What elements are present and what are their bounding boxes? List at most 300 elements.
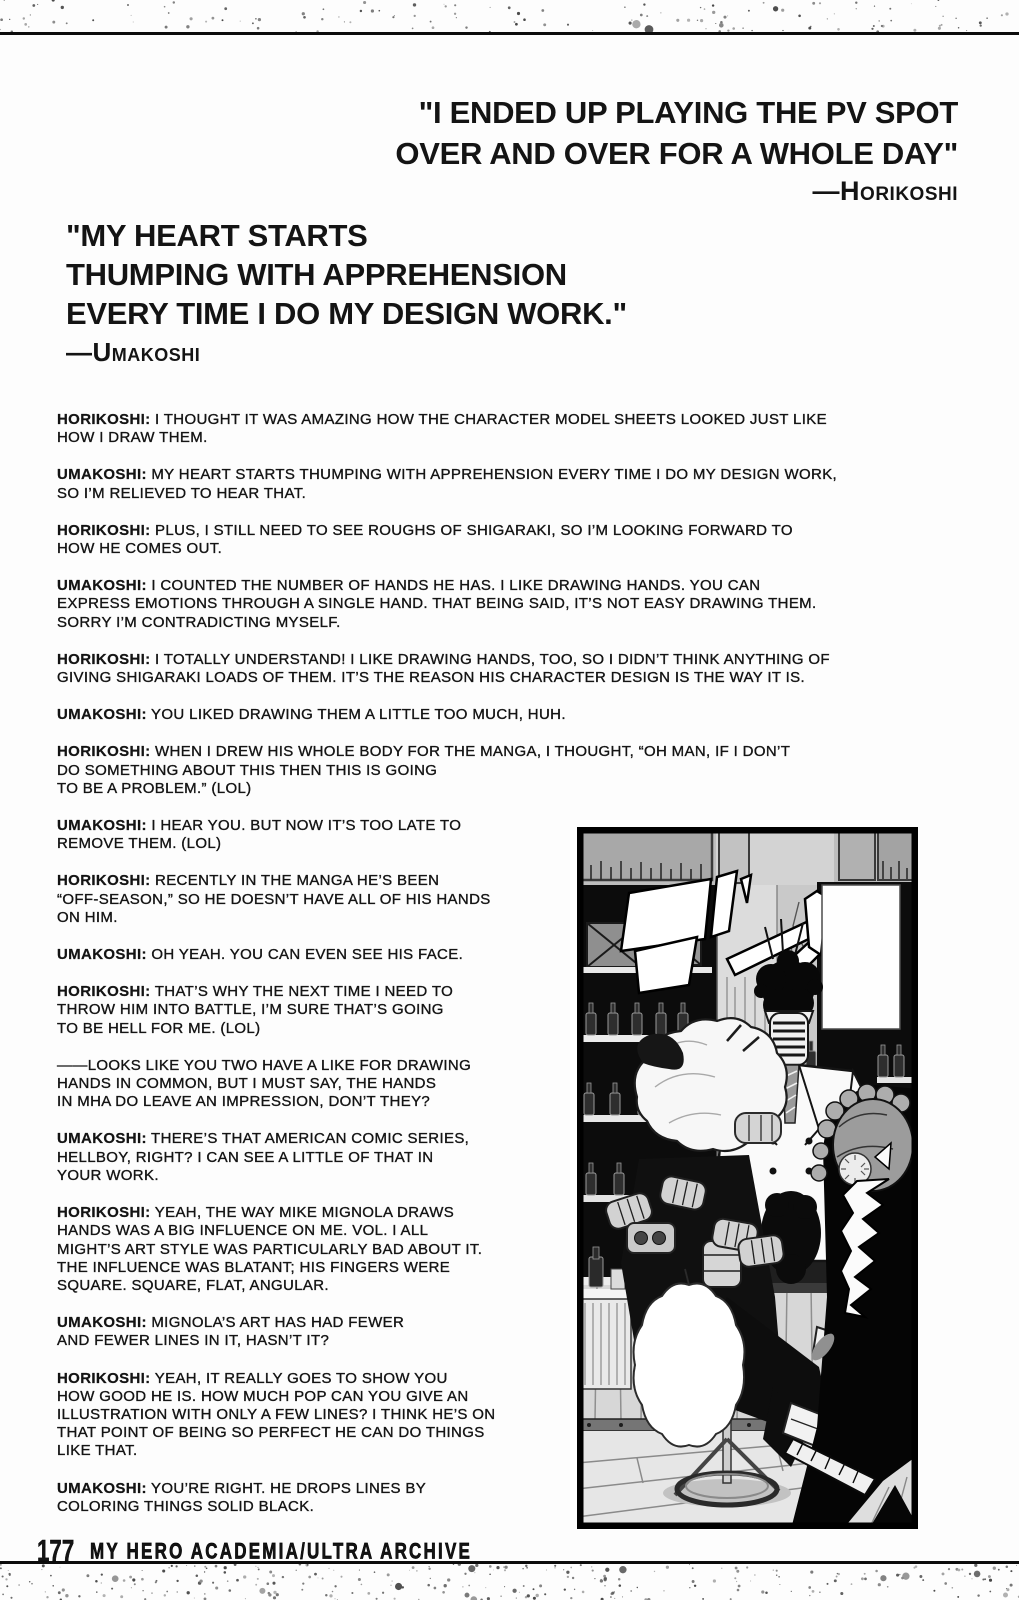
speckle-dot <box>610 1596 612 1598</box>
interview-line: YOUR WORK. <box>57 1166 159 1184</box>
speckle-dot <box>570 1597 572 1599</box>
speckle-dot <box>856 8 857 9</box>
speckle-dot <box>993 1567 996 1570</box>
speckle-dot <box>447 1578 450 1581</box>
speckle-dot <box>611 1592 614 1595</box>
speckle-dot <box>840 1592 843 1595</box>
speckle-dot <box>468 1585 470 1587</box>
speckle-dot <box>998 1569 1000 1571</box>
speckle-dot <box>861 1577 864 1580</box>
speckle-dot <box>456 17 457 18</box>
speaker-name: HORIKOSHI: <box>57 650 151 668</box>
interview-line: AND FEWER LINES IN IT, HASN’T IT? <box>57 1332 330 1350</box>
interview-paragraph <box>57 1057 569 1112</box>
pull-quote-line: EVERY TIME I DO MY DESIGN WORK." <box>66 296 627 331</box>
interview-paragraph <box>57 1130 569 1185</box>
speaker-name: HORIKOSHI: <box>57 983 151 1001</box>
speckle-dot <box>268 1593 271 1596</box>
speckle-dot <box>941 24 943 26</box>
speckle-dot <box>546 1569 547 1570</box>
speckle-dot <box>344 21 345 22</box>
interview-paragraph <box>57 577 941 632</box>
speckle-dot <box>600 1579 603 1582</box>
speckle-dot <box>660 12 661 13</box>
speckle-dot <box>224 1566 227 1569</box>
speckle-dot <box>619 1584 622 1587</box>
speckle-dot <box>712 11 715 14</box>
interview-line: ——LOOKS LIKE YOU TWO HAVE A LIKE FOR DRAWING <box>57 1056 472 1074</box>
speckle-dot <box>164 1594 166 1596</box>
speckle-dot <box>880 1575 886 1581</box>
speckle-dot <box>541 9 544 12</box>
speckle-dot <box>199 1579 202 1582</box>
speckle-dot <box>489 1565 492 1568</box>
speckle-dot <box>748 10 750 12</box>
speckle-dot <box>955 18 956 19</box>
speckle-dot <box>465 1593 470 1598</box>
speckle-dot <box>340 1576 342 1578</box>
speckle-dot <box>935 6 936 7</box>
speckle-dot <box>205 21 207 23</box>
speckle-dot <box>95 1580 98 1583</box>
pull-quote-line: "I ENDED UP PLAYING THE PV SPOT <box>418 95 958 130</box>
interview-line: HOW GOOD HE IS. HOW MUCH POP CAN YOU GIVE AN <box>57 1387 469 1405</box>
speckle-dot <box>360 10 362 12</box>
speckle-dot <box>129 1576 132 1579</box>
interview-line: TO BE HELL FOR ME. (LOL) <box>57 1019 261 1037</box>
speckle-dot <box>258 1567 259 1568</box>
interview-line: HORIKOSHI: YEAH, THE WAY MIKE MIGNOLA DRAWS <box>57 1204 455 1222</box>
speckle-dot <box>454 4 456 6</box>
speckle-dot <box>332 1591 334 1593</box>
speckle-dot <box>359 1570 360 1571</box>
speckle-dot <box>112 1575 119 1582</box>
speckle-dot <box>62 1588 65 1591</box>
speckle-dot <box>1010 1584 1013 1587</box>
speckle-dot <box>574 1589 575 1590</box>
speckle-dot <box>746 1566 748 1568</box>
speckle-dot <box>61 6 64 9</box>
speckle-dot <box>272 1574 275 1577</box>
speckle-dot <box>58 1591 61 1594</box>
speckle-dot <box>493 1569 494 1570</box>
speckle-dot <box>773 6 778 11</box>
speckle-dot <box>715 23 716 24</box>
speckle-dot <box>10 1597 12 1599</box>
speckle-dot <box>329 1568 330 1569</box>
speckle-dot <box>1016 1565 1017 1566</box>
speckle-dot <box>781 9 784 12</box>
speckle-dot <box>527 1594 530 1597</box>
interview-line: SQUARE. SQUARE, FLAT, ANGULAR. <box>57 1276 329 1294</box>
speaker-name: HORIKOSHI: <box>57 743 151 761</box>
speckle-dot <box>504 1586 505 1587</box>
speckle-dot <box>719 23 724 28</box>
interview-line: IN MHA DO LEAVE AN IMPRESSION, DON’T THEY? <box>57 1093 431 1111</box>
speckle-dot <box>1005 12 1008 15</box>
speckle-dot <box>592 1570 594 1572</box>
speckle-dot <box>5 1578 7 1580</box>
speckle-dot <box>523 18 526 21</box>
pull-quote-attribution: —Horikoshi <box>812 176 958 206</box>
speckle-dot <box>952 1587 954 1589</box>
speckle-dot <box>922 1579 924 1581</box>
speckle-dot <box>168 12 170 14</box>
speckle-dot <box>212 1582 214 1584</box>
speckle-dot <box>503 1566 504 1567</box>
speckle-dot <box>834 13 835 14</box>
speckle-dot <box>402 1586 404 1588</box>
speckle-dot <box>570 1567 572 1569</box>
speckle-dot <box>948 1568 950 1570</box>
speckle-dot <box>819 2 821 4</box>
speckle-dot <box>645 25 654 32</box>
interview-line: THE INFLUENCE WAS BLATANT; HIS FINGERS WERE <box>57 1258 451 1276</box>
speckle-dot <box>887 1586 889 1588</box>
speckle-dot <box>554 1565 556 1567</box>
pull-quote-horikoshi <box>395 92 958 206</box>
speckle-dot <box>778 1576 780 1578</box>
speckle-dot <box>489 1573 491 1575</box>
speckle-dot <box>700 7 701 8</box>
speckle-dot <box>889 8 891 10</box>
speckle-dot <box>9 19 10 20</box>
speckle-dot <box>961 1568 963 1570</box>
speckle-dot <box>984 1578 986 1580</box>
speckle-dot <box>222 19 224 21</box>
speckle-dot <box>142 1570 143 1571</box>
top-rule <box>0 32 1019 35</box>
speckle-dot <box>986 17 988 19</box>
speckle-dot <box>564 1588 566 1590</box>
speckle-dot <box>255 18 257 20</box>
interview-line: HORIKOSHI: YEAH, IT REALLY GOES TO SHOW YOU <box>57 1369 448 1387</box>
speckle-dot <box>957 1596 959 1598</box>
speckle-dot <box>444 1584 447 1587</box>
speckle-dot <box>395 1583 402 1590</box>
speckle-dot <box>162 1569 165 1572</box>
speckle-dot <box>567 24 569 26</box>
speckle-dot <box>958 27 960 29</box>
speckle-dot <box>782 30 783 31</box>
speckle-dot <box>619 1566 626 1573</box>
speckle-dot <box>697 20 698 21</box>
pull-quote-line: "MY HEART STARTS <box>66 218 368 253</box>
speckle-dot <box>429 1566 430 1567</box>
speckle-dot <box>837 1573 838 1574</box>
speckle-dot <box>471 1596 478 1600</box>
speckle-dot <box>819 1591 820 1592</box>
speckle-dot <box>194 1598 195 1599</box>
speckle-dot <box>206 1567 208 1569</box>
speckle-dot <box>273 1596 276 1599</box>
interview-paragraph <box>57 946 569 964</box>
speckle-dot <box>123 1579 126 1582</box>
speckle-dot <box>676 19 679 22</box>
speckle-dot <box>224 1571 227 1574</box>
speckle-dot <box>989 1579 992 1582</box>
speckle-dot <box>580 1564 582 1566</box>
speckle-dot <box>773 1570 774 1571</box>
speckle-dot <box>736 1570 739 1573</box>
speckle-dot <box>779 1584 780 1585</box>
speckle-dot <box>723 16 726 19</box>
speckle-dot <box>168 1567 169 1568</box>
speckle-dot <box>798 15 801 18</box>
speckle-dot <box>23 17 25 19</box>
speckle-dot <box>689 1564 690 1565</box>
speckle-dot <box>173 1 175 3</box>
speckle-dot <box>382 1592 384 1594</box>
speckle-dot <box>156 1580 158 1582</box>
speckle-dot <box>809 1595 810 1596</box>
speckle-dot <box>654 1571 655 1572</box>
speckle-dot <box>791 1591 792 1592</box>
speckle-dot <box>333 1570 334 1571</box>
speckle-dot <box>646 15 648 17</box>
speckle-dot <box>101 1583 102 1584</box>
speckle-dot <box>614 1598 615 1599</box>
interview-paragraph <box>57 1204 569 1295</box>
speckle-dot <box>533 1597 536 1600</box>
speckle-dot <box>272 1582 275 1585</box>
speckle-dot <box>215 1586 218 1589</box>
speckle-dot <box>335 1598 336 1599</box>
speckle-dot <box>543 23 546 26</box>
speckle-dot <box>245 1598 246 1599</box>
speckle-dot <box>390 1585 391 1586</box>
speckle-dot <box>462 1586 463 1587</box>
speckle-dot <box>24 23 27 26</box>
speckle-dot <box>504 1566 507 1569</box>
speckle-dot <box>977 1594 979 1596</box>
speckle-dot <box>445 5 447 7</box>
speckle-dot <box>0 1567 2 1569</box>
speckle-dot <box>834 1579 837 1582</box>
interview-line: HANDS WAS A BIG INFLUENCE ON ME. VOL. I ALL <box>57 1222 429 1240</box>
speckle-dot <box>603 1575 606 1578</box>
speaker-name: UMAKOSHI: <box>57 466 147 484</box>
speckle-dot <box>517 12 520 15</box>
speckle-dot <box>41 1569 42 1570</box>
speckle-dot <box>86 1574 89 1577</box>
interview-line: UMAKOSHI: OH YEAH. YOU CAN EVEN SEE HIS FACE. <box>57 946 464 964</box>
speckle-dot <box>705 28 706 29</box>
speckle-dot <box>132 1578 135 1581</box>
speckle-dot <box>414 15 416 17</box>
speckle-dot <box>351 1592 353 1594</box>
speckle-dot <box>508 6 511 9</box>
speckle-dot <box>938 27 941 30</box>
speckle-dot <box>555 1567 556 1568</box>
speckle-dot <box>989 1591 991 1593</box>
speckle-dot <box>504 1569 506 1571</box>
speckle-dot <box>413 3 416 6</box>
speckle-dot <box>523 1585 525 1587</box>
speaker-name: UMAKOSHI: <box>57 706 147 724</box>
speckle-dot <box>141 1578 144 1581</box>
speckle-dot <box>257 1578 259 1580</box>
speckle-dot <box>430 21 432 23</box>
interview-line: LIKE THAT. <box>57 1442 138 1460</box>
interview-line: THROW HIM INTO BATTLE, I’M SURE THAT’S GOING <box>57 1001 444 1019</box>
speckle-dot <box>1006 1565 1009 1568</box>
speckle-dot <box>663 1590 664 1591</box>
speckle-dot <box>944 1582 947 1585</box>
speckle-dot <box>871 28 873 30</box>
speckle-dot <box>308 1576 311 1579</box>
speckle-dot <box>632 20 640 28</box>
speckle-dot <box>187 1591 190 1594</box>
speckle-dot <box>982 1578 984 1580</box>
speckle-dot <box>566 1571 569 1574</box>
speckle-dot <box>964 1575 965 1576</box>
speckle-dot <box>516 1598 517 1599</box>
speckle-dot <box>919 1575 922 1578</box>
interview-paragraph <box>57 411 941 447</box>
speckle-dot <box>52 1585 54 1587</box>
speckle-dot <box>526 1567 528 1569</box>
blank-sign <box>822 885 900 1029</box>
speckle-dot <box>754 1574 755 1575</box>
speckle-dot <box>434 1587 437 1590</box>
speckle-dot <box>750 1581 751 1582</box>
interview-paragraph <box>57 706 941 724</box>
speckle-dot <box>28 26 29 27</box>
speckle-dot <box>432 26 435 29</box>
pull-quote-line: OVER AND OVER FOR A WHOLE DAY" <box>395 136 958 171</box>
speckle-dot <box>133 22 134 23</box>
speckle-dot <box>873 25 875 27</box>
speckle-dot <box>166 1591 168 1593</box>
speckle-dot <box>666 1566 669 1569</box>
speckle-dot <box>942 1572 945 1575</box>
speckle-dot <box>52 21 55 24</box>
speckle-dot <box>604 1577 607 1580</box>
speaker-name: HORIKOSHI: <box>57 1369 151 1387</box>
speckle-dot <box>142 1590 143 1591</box>
speckle-dot <box>4 0 5 1</box>
interview-line: UMAKOSHI: I COUNTED THE NUMBER OF HANDS HE HAS. I LIKE DRAWING HANDS. YOU CAN <box>57 577 761 595</box>
speckle-dot <box>736 1581 737 1582</box>
speckle-dot <box>812 1590 815 1593</box>
speckle-dot <box>1010 1570 1012 1572</box>
speckle-dot <box>266 1582 269 1585</box>
speckle-dot <box>321 18 323 20</box>
speckle-dot <box>737 1589 740 1592</box>
speckle-dot <box>980 24 982 26</box>
speckle-dot <box>896 1574 899 1577</box>
speckle-dot <box>776 1570 778 1572</box>
speckle-dot <box>567 1576 569 1578</box>
speckle-dot <box>933 1590 935 1592</box>
speckle-dot <box>325 1594 327 1596</box>
speckle-dot <box>630 1590 632 1592</box>
speckle-dot <box>0 29 1 30</box>
speckle-dot <box>127 4 129 6</box>
speckle-dot <box>464 1573 466 1575</box>
interview-line: UMAKOSHI: YOU LIKED DRAWING THEM A LITTLE TOO MUCH, HUH. <box>57 706 566 724</box>
speckle-dot <box>864 1573 866 1575</box>
speckle-dot <box>465 26 467 28</box>
speckle-dot <box>409 1570 410 1571</box>
speckle-dot <box>6 1585 8 1587</box>
speckle-dot <box>1003 1593 1008 1598</box>
speckle-dot <box>394 15 395 16</box>
speckle-dot <box>592 30 593 31</box>
speckle-dot <box>212 17 215 20</box>
speckle-dot <box>0 1564 2 1566</box>
speckle-dot <box>594 1578 595 1579</box>
speaker-name: UMAKOSHI: <box>57 1130 147 1148</box>
speaker-name: HORIKOSHI: <box>57 411 151 428</box>
speckle-dot <box>78 1595 80 1597</box>
speckle-dot <box>643 3 645 5</box>
speckle-dot <box>30 14 31 15</box>
speckle-dot <box>572 1577 574 1579</box>
interview-line: UMAKOSHI: YOU’RE RIGHT. HE DROPS LINES BY <box>57 1479 427 1497</box>
speckle-dot <box>323 8 325 10</box>
speckle-dot <box>243 1575 246 1578</box>
speckle-dot <box>367 1592 370 1595</box>
speckle-dot <box>2 1594 4 1596</box>
speckle-dot <box>915 1565 918 1568</box>
speckle-dot <box>522 1568 524 1570</box>
speckle-dot <box>302 12 305 15</box>
speckle-dot <box>276 1593 279 1596</box>
speckle-dot <box>282 1576 284 1578</box>
speckle-dot <box>712 4 714 6</box>
speckle-dot <box>0 18 3 21</box>
speckle-dot <box>899 1574 900 1575</box>
speckle-dot <box>732 27 735 30</box>
speckle-dot <box>544 1593 546 1595</box>
speaker-name: UMAKOSHI: <box>57 946 147 964</box>
interview-line: HORIKOSHI: RECENTLY IN THE MANGA HE’S BEEN <box>57 872 440 890</box>
speckle-dot <box>338 16 339 17</box>
speckle-dot <box>314 1573 317 1576</box>
pull-quote-line: THUMPING WITH APPREHENSION <box>66 257 567 292</box>
speckle-dot <box>692 1580 695 1583</box>
speckle-dot <box>190 17 193 20</box>
speckle-dot <box>412 1566 415 1569</box>
speckle-dot <box>704 8 706 10</box>
interview-line: DO SOMETHING ABOUT THIS THEN THIS IS GOING <box>57 761 438 779</box>
speckle-dot <box>259 1588 265 1594</box>
speckle-dot <box>204 1593 206 1595</box>
speckle-dot <box>215 1565 218 1568</box>
speckle-dot <box>533 1588 535 1590</box>
speckle-dot <box>812 2 815 5</box>
speckle-dot <box>301 1589 303 1591</box>
speckle-dot <box>605 1568 609 1572</box>
interview-paragraph <box>57 1314 569 1350</box>
speckle-dot <box>694 1585 696 1587</box>
speckle-dot <box>131 1587 132 1588</box>
speckle-dot <box>971 1578 972 1579</box>
speckle-dot <box>855 2 857 4</box>
speckle-dot <box>591 1566 592 1567</box>
speckle-dot <box>742 27 744 29</box>
speckle-dot <box>392 1581 393 1582</box>
speckle-dot <box>444 4 445 5</box>
speckle-dot <box>624 6 625 7</box>
speckle-dot <box>713 1579 716 1582</box>
speckle-dot <box>475 1564 478 1567</box>
interview-paragraph <box>57 1370 569 1461</box>
speckle-dot <box>776 1575 777 1576</box>
interview-paragraph <box>57 466 941 502</box>
